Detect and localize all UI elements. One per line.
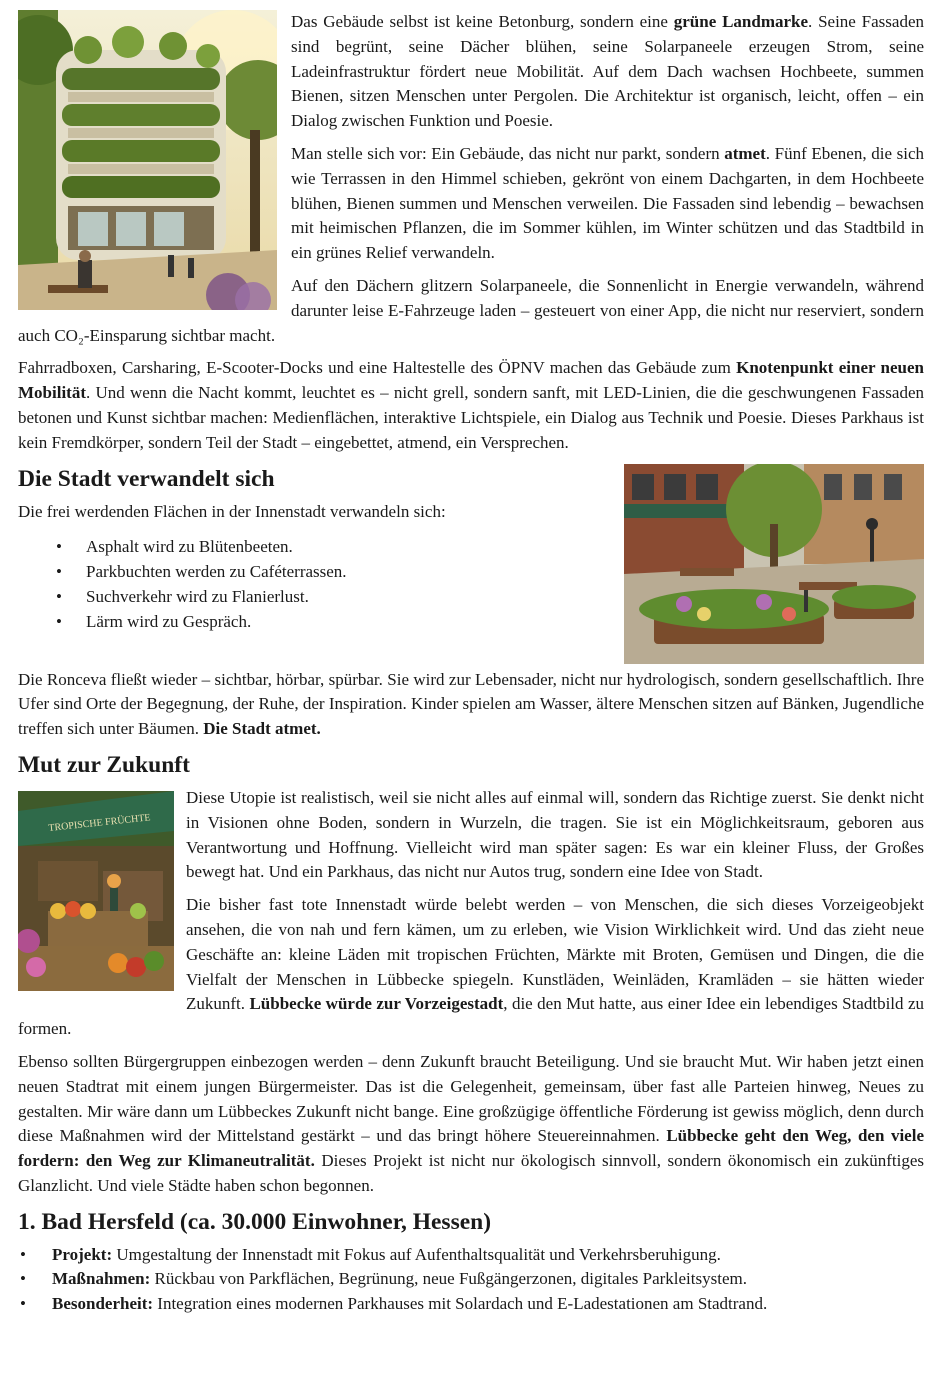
intro-paragraph-4: Fahrradboxen, Carsharing, E-Scooter-Docks und eine Haltestelle des ÖPNV machen das Gebäude zum Knotenpunkt einer neuen Mobilität. Und wenn die Nacht kommt, leuchtet es – nicht grell, sondern sanft, mit LED-Linien, die die geschwungenen Fassaden betonen und Kunst sichtbar machen: Medienflächen, interaktive Lichtspiele, ein Dialog aus Technik und Poesie. Dieses Parkhaus ist kein Fremdkörper, sondern Teil der Stadt – eingebettet, atmend, ein Versprechen. <box>18 358 924 452</box>
intro-paragraph-3: Auf den Dächern glitzern Solarpaneele, die Sonnenlicht in Energie verwandeln, während darunter leise E-Fahrzeuge laden – gesteuert von einer App, die nicht nur reserviert, sondern auch CO₂-Einsparung sichtbar macht. <box>18 275 924 345</box>
green-parking-garage-image <box>18 10 277 310</box>
list-item: • Parkbuchten werden zu Caféterrassen. <box>68 559 924 584</box>
section-heading-city: Die Stadt verwandelt sich <box>18 465 275 492</box>
future-paragraph-1: TROPISCHE FRÜCHTE Diese Utopie ist realistisch, weil sie nicht alles auf einmal will, sondern das Richtige zuerst. Sie denkt nicht in Visionen ohne Boden, sondern in Wurzeln, die tragen. Sie ist ein Möglichkeitsraum, geboren aus Verantwortung und Hoffnung. Vielleicht wird man später sagen: Es war ein kleiner Fluss, der Großes bewegt hat. Und ein Parkhaus, das nicht nur Autos trug, sondern eine Idee von Stadt. <box>18 786 924 885</box>
fruit-sign-text: TROPISCHE FRÜCHTE <box>47 812 152 834</box>
list-item: • Maßnahmen: Rückbau von Parkflächen, Begrünung, neue Fußgängerzonen, digitales Parkleitsystem. <box>52 1267 924 1292</box>
future-paragraph-3: Ebenso sollten Bürgergruppen einbezogen werden – denn Zukunft braucht Beteiligung. Und sie braucht Mut. Wir haben jetzt einen neuen Stadtrat mit einem jungen Bürgermeister. Das ist die Gelegenheit, gemeinsam, über fast alle Parteien hinweg, Neues zu gestalten. Mir wäre dann um Lübbeckes Zukunft nicht bange. Eine großzügige öffentliche Förderung ist gewiss möglich, denn durch diese Maßnahmen wird der Mittelstand gestärkt – und das bringt höhere Steuereinnahmen. Lübbecke geht den Weg, den viele fordern: den Weg zur Klimaneutralität. Dieses Projekt ist nicht nur ökologisch sinnvoll, sondern ökonomisch ein zukünftiges Glanzlicht. Und viele Städte haben schon begonnen. <box>18 1051 924 1195</box>
river-paragraph: Die Ronceva fließt wieder – sichtbar, hörbar, spürbar. Sie wird zur Lebensader, nicht nur hydrologisch, sondern gesellschaftlich. Ihre Ufer sind Orte der Begegnung, der Ruhe, der Inspiration. Kinder spielen am Wasser, ältere Menschen sitzen auf Bänken, Jugendliche treffen sich unter Bäumen. Die Stadt atmet. <box>18 669 924 739</box>
intro-paragraph-2: Man stelle sich vor: Ein Gebäude, das nicht nur parkt, sondern atmet. Fünf Ebenen, die sich wie Terrassen in den Himmel schieben, gekrönt von einem Dachgarten, in dem Hochbeete blühen, Bienen summen und Menschen verweilen. Die Fassaden sind lebendig – bewachsen mit heimischen Pflanzen, die im Sommer kühlen, im Winter schützen und das Stadtbild in ein grünes Relief verwandeln. <box>291 143 924 263</box>
city-bullet-list <box>18 534 924 634</box>
future-paragraph-2: Die bisher fast tote Innenstadt würde belebt werden – von Menschen, die sich dieses Vorzeigeobjekt ansehen, die von nah und fern kämen, um zu erleben, wie Vision Wirklichkeit wird. Und das zieht neue Geschäfte an: kleine Läden mit tropischen Früchten, Märkte mit Broten, Gemüsen und Dingen, die die Vielfalt der Menschen in Lübbecke spiegeln. Kunstläden, Weinläden, Kramläden – sie hätten wieder Zukunft. Lübbecke würde zur Vorzeigestadt, die den Mut hatte, aus einer Idee ein lebendiges Stadtbild zu formen. <box>18 895 924 1039</box>
hersfeld-list <box>18 1243 924 1317</box>
list-item: • Suchverkehr wird zu Flanierlust. <box>68 584 924 609</box>
section-heading-future: Mut zur Zukunft <box>18 751 190 778</box>
city-lead: Die frei werdenden Flächen in der Innenstadt verwandeln sich: <box>18 501 446 521</box>
fruit-market-image <box>18 791 174 991</box>
list-item: • Projekt: Umgestaltung der Innenstadt mit Fokus auf Aufenthaltsqualität und Verkehrsberuhigung. <box>52 1243 924 1268</box>
list-item: • Lärm wird zu Gespräch. <box>68 609 924 634</box>
list-item: • Besonderheit: Integration eines modernen Parkhauses mit Solardach und E-Ladestationen am Stadtrand. <box>52 1292 924 1317</box>
intro-paragraph-1: Das Gebäude selbst ist keine Betonburg, sondern eine grüne Landmarke. Seine Fassaden sind begrünt, seine Dächer blühen, seine Solarpaneele erzeugen Strom, seine Ladeinfrastruktur fördert neue Mobilität. Auf dem Dach wachsen Hochbeete, summen Bienen, sitzen Menschen unter Pergolen. Die Architektur ist organisch, leicht, offen – ein Dialog zwischen Funktion und Poesie. <box>291 12 924 131</box>
list-item: • Asphalt wird zu Blütenbeeten. <box>68 534 924 559</box>
section-heading-hersfeld: 1. Bad Hersfeld (ca. 30.000 Einwohner, Hessen) <box>18 1208 492 1235</box>
